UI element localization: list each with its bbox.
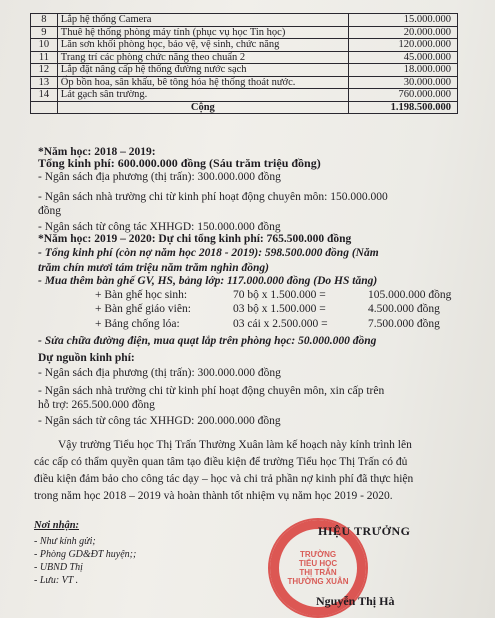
year-2019-purchase: - Mua thêm bàn ghế GV, HS, bảng lớp: 117.000.000 đồng (Do HS tăng): [38, 275, 378, 287]
item-cost: 760.000.000: [348, 89, 457, 102]
recipients-heading: Nơi nhận:: [34, 520, 80, 531]
signature-title: HIỆU TRƯỞNG: [318, 524, 411, 538]
item-cost: 120.000.000: [348, 39, 457, 52]
item-name: Lát gạch sân trường.: [57, 89, 348, 102]
funding-source-3: - Ngân sách từ công tác XHHGD: 200.000.000 đồng: [38, 415, 281, 427]
table-row: [31, 14, 458, 27]
closing-line-2: các cấp có thẩm quyền quan tâm tạo điều kiện để trường Tiểu học Thị Trấn có đủ: [34, 456, 408, 468]
year-2018-source-2-cont: đồng: [38, 205, 61, 217]
total-row: [31, 101, 458, 114]
purchase-calc: 70 bộ x 1.500.000 =: [233, 289, 326, 301]
funding-source-heading: Dự nguồn kinh phí:: [38, 352, 135, 364]
row-number: 12: [31, 64, 58, 77]
closing-line-1: Vậy trường Tiểu học Thị Trấn Thường Xuân làm kế hoạch này kính trình lên: [58, 439, 412, 451]
table-row: [31, 64, 458, 77]
item-name: Ốp bồn hoa, sân khấu, bê tông hóa hệ thống thoát nước.: [57, 76, 348, 89]
closing-line-3: điều kiện đảm bảo cho công tác dạy – học và chi trả phần nợ kinh phí đã thực hiện: [34, 473, 414, 485]
row-number: 11: [31, 51, 58, 64]
table-row: [31, 51, 458, 64]
item-cost: 15.000.000: [348, 14, 457, 27]
row-number: 9: [31, 26, 58, 39]
item-cost: 20.000.000: [348, 26, 457, 39]
seal-line-4: THƯỜNG XUÂN: [287, 577, 349, 586]
funding-source-2-cont: hỗ trợ: 265.500.000 đồng: [38, 399, 155, 411]
table-row: [31, 39, 458, 52]
table-row: [31, 76, 458, 89]
purchase-item: + Bàn ghế học sinh:: [95, 289, 188, 301]
funding-source-1: - Ngân sách địa phương (thị trấn): 300.000.000 đồng: [38, 367, 281, 379]
purchase-calc: 03 cái x 2.500.000 =: [233, 318, 328, 330]
recipient-2: - Phòng GD&ĐT huyện;;: [34, 549, 137, 560]
seal-line-2: TIỂU HỌC: [298, 559, 338, 568]
item-name: Lăn sơn khối phòng học, bảo vệ, vệ sinh, chức năng: [57, 39, 348, 52]
purchase-value: 4.500.000 đồng: [368, 303, 440, 315]
year-2019-debt-cont: trăm chín mươi tám triệu năm trăm nghìn đồng): [38, 262, 269, 274]
recipient-3: - UBND Thị: [34, 562, 83, 573]
item-cost: 18.000.000: [348, 64, 457, 77]
year-2018-source-1: - Ngân sách địa phương (thị trấn): 300.000.000 đồng: [38, 171, 281, 183]
recipient-4: - Lưu: VT .: [34, 575, 79, 586]
purchase-value: 7.500.000 đồng: [368, 318, 440, 330]
purchase-item: + Bàn ghế giáo viên:: [95, 303, 191, 315]
seal-line-3: THỊ TRẤN: [299, 568, 337, 577]
purchase-item: + Bảng chống lóa:: [95, 318, 180, 330]
item-cost: 45.000.000: [348, 51, 457, 64]
purchase-calc: 03 bộ x 1.500.000 =: [233, 303, 326, 315]
recipient-1: - Như kính gửi;: [34, 536, 96, 547]
funding-source-2: - Ngân sách nhà trường chi từ kinh phí hoạt động chuyên môn, xin cấp trên: [38, 385, 385, 397]
total-value: 1.198.500.000: [348, 101, 457, 114]
year-2018-heading: *Năm học: 2018 – 2019:: [38, 146, 156, 158]
year-2019-debt: - Tổng kinh phí (còn nợ năm học 2018 - 2019): 598.500.000 đồng (Năm: [38, 247, 379, 259]
table-row: [31, 26, 458, 39]
year-2018-total: Tổng kinh phí: 600.000.000 đồng (Sáu trăm triệu đồng): [38, 156, 321, 170]
item-name: Trang trí các phòng chức năng theo chuẩn 2: [57, 51, 348, 64]
total-label: Cộng: [57, 101, 348, 114]
year-2018-source-2: - Ngân sách nhà trường chi từ kinh phí hoạt động chuyên môn: 150.000.000: [38, 191, 388, 203]
cost-table: [30, 13, 458, 114]
seal-line-1: TRƯỜNG: [299, 550, 337, 559]
item-name: Lắp đặt nâng cấp hệ thống đường nước sạch: [57, 64, 348, 77]
item-cost: 30.000.000: [348, 76, 457, 89]
year-2019-heading: *Năm học: 2019 – 2020: Dự chi tổng kinh phí: 765.500.000 đồng: [38, 233, 352, 245]
item-name: Lắp hệ thống Camera: [57, 14, 348, 27]
row-number: 14: [31, 89, 58, 102]
purchase-value: 105.000.000 đồng: [368, 289, 452, 301]
row-number: 10: [31, 39, 58, 52]
closing-line-4: trong năm học 2018 – 2019 và hoàn thành tốt nhiệm vụ năm học 2019 - 2020.: [34, 490, 393, 502]
year-2019-repair: - Sửa chữa đường điện, mua quạt lắp trên phòng học: 50.000.000 đồng: [38, 335, 377, 347]
row-number: 13: [31, 76, 58, 89]
total-empty-cell: [31, 101, 58, 114]
item-name: Thuê hệ thống phòng máy tính (phục vụ học Tin học): [57, 26, 348, 39]
table-row: [31, 89, 458, 102]
signer-name: Nguyễn Thị Hà: [316, 594, 395, 608]
row-number: 8: [31, 14, 58, 27]
year-2018-source-3: - Ngân sách từ công tác XHHGD: 150.000.000 đồng: [38, 221, 281, 233]
